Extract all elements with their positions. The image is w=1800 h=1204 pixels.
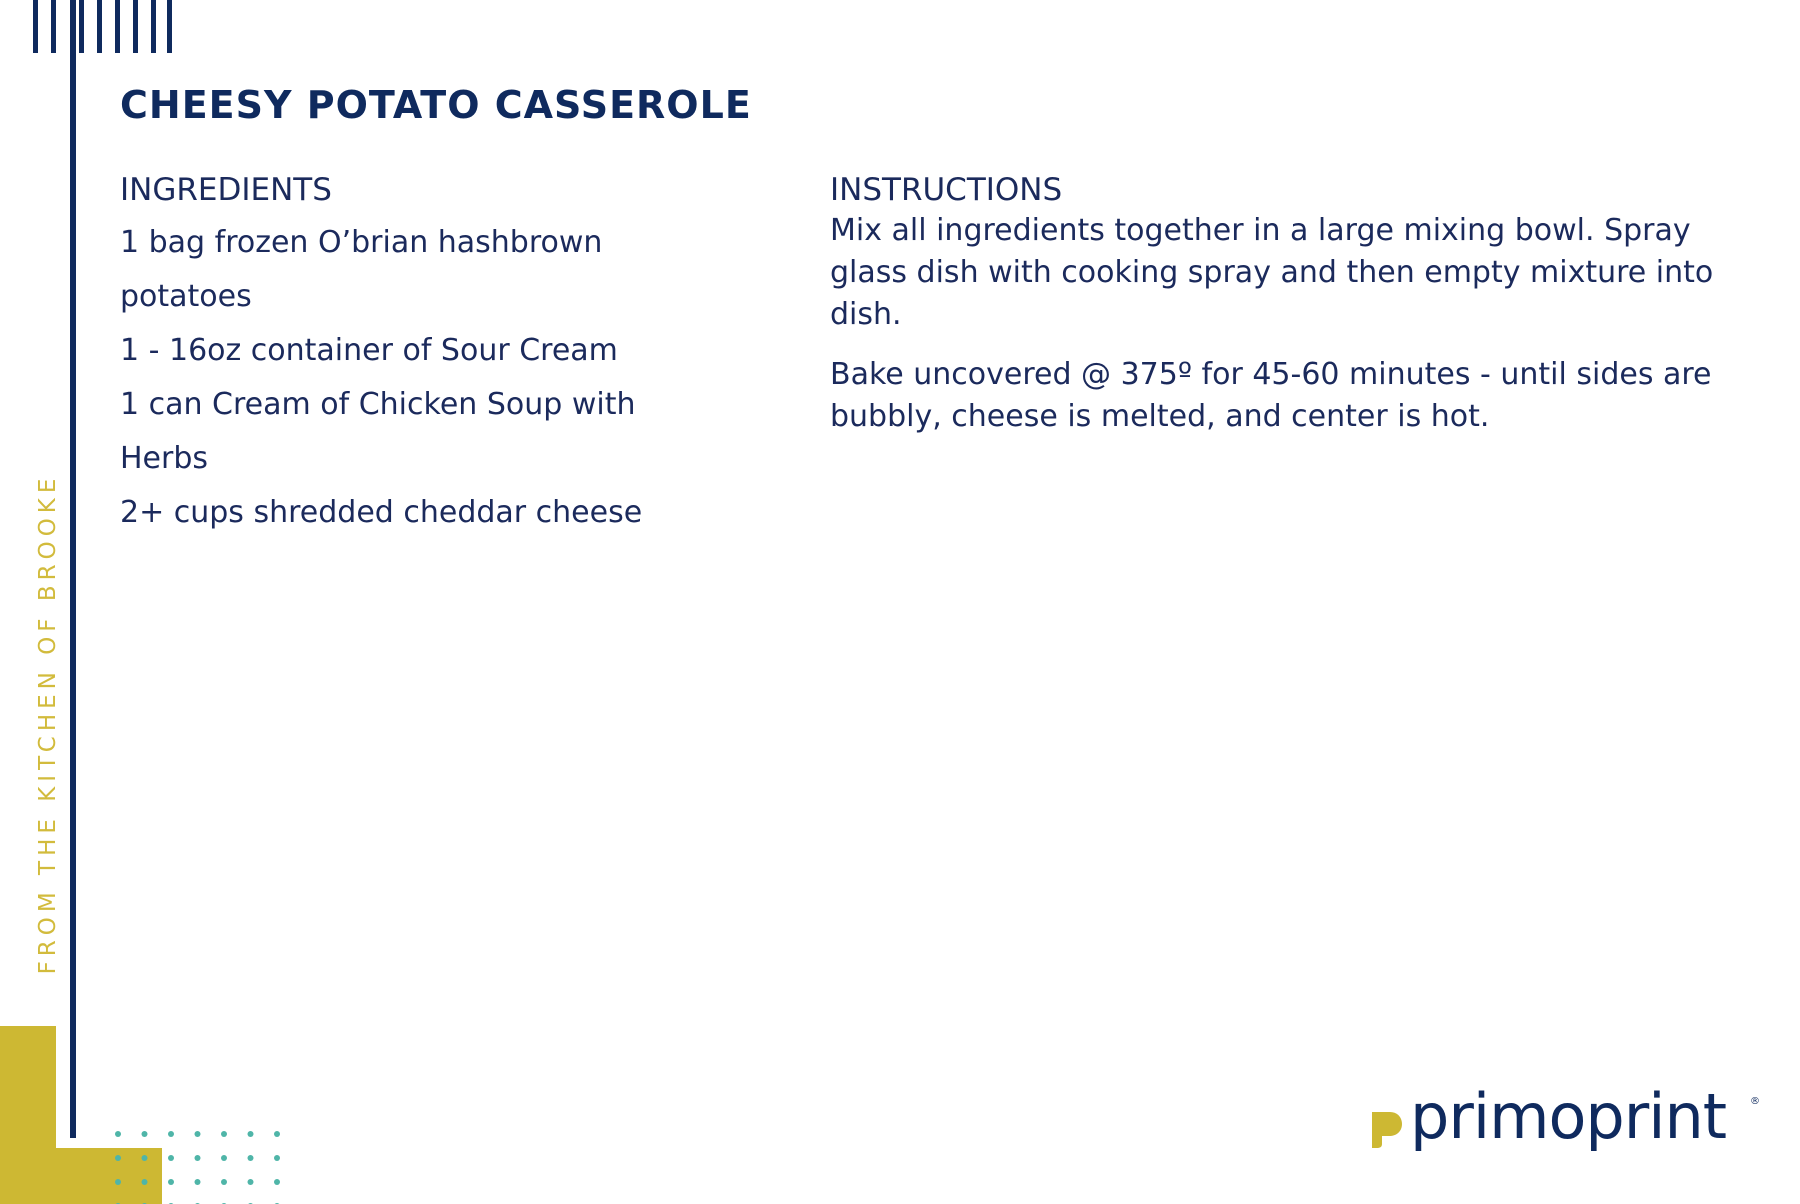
brand-logo [1368,1080,1760,1158]
ingredients-heading: INGREDIENTS [120,172,332,208]
dot [274,1179,280,1185]
stripe [97,0,102,53]
recipe-title: CHEESY POTATO CASSEROLE [120,83,752,127]
stripe [79,0,84,53]
ingredient-line: potatoes [120,279,252,314]
dot-grid-icon [112,1128,294,1204]
dot [115,1155,121,1161]
dot [168,1155,174,1161]
vertical-rule [70,0,76,1138]
instruction-step: Bake uncovered @ 375º for 45-60 minutes - until sides are bubbly, cheese is melted, and center is hot. [830,357,1712,434]
dot [168,1179,174,1185]
dot [195,1131,201,1137]
dot [221,1179,227,1185]
ingredient-line: 2+ cups shredded cheddar cheese [120,495,643,530]
stripe [33,0,38,53]
registered-mark: ® [1750,1096,1760,1107]
dot [142,1179,148,1185]
instructions-section [830,170,1740,456]
stripe [51,0,56,53]
dot [274,1155,280,1161]
ingredient-line: 1 can Cream of Chicken Soup with [120,387,636,422]
stripe [115,0,120,53]
dot [195,1155,201,1161]
instruction-step: Mix all ingredients together in a large mixing bowl. Spray glass dish with cooking spray and then empty mixture into dish. [830,213,1714,332]
dot [248,1179,254,1185]
dot [221,1131,227,1137]
dot-grid-decoration [112,1128,294,1204]
brand-name: primoprint [1410,1080,1727,1153]
top-stripes-decoration [33,0,173,54]
side-tagline: FROM THE KITCHEN OF BROOKE [35,473,61,975]
ingredient-line: Herbs [120,441,209,476]
instructions-heading: INSTRUCTIONS [830,172,1063,208]
dot [115,1179,121,1185]
dot [115,1131,121,1137]
stripe [167,0,172,53]
stripe [151,0,156,53]
dot [274,1131,280,1137]
stripe [133,0,138,53]
ingredient-list [120,216,740,540]
primoprint-logo-icon [1368,1110,1404,1150]
dot [221,1155,227,1161]
dot [168,1131,174,1137]
dot [248,1155,254,1161]
dot [142,1155,148,1161]
dot [142,1131,148,1137]
ingredient-line: 1 bag frozen O’brian hashbrown [120,225,603,260]
ingredient-line: 1 - 16oz container of Sour Cream [120,333,618,368]
ingredients-section [120,170,740,540]
dot [195,1179,201,1185]
dot [248,1131,254,1137]
